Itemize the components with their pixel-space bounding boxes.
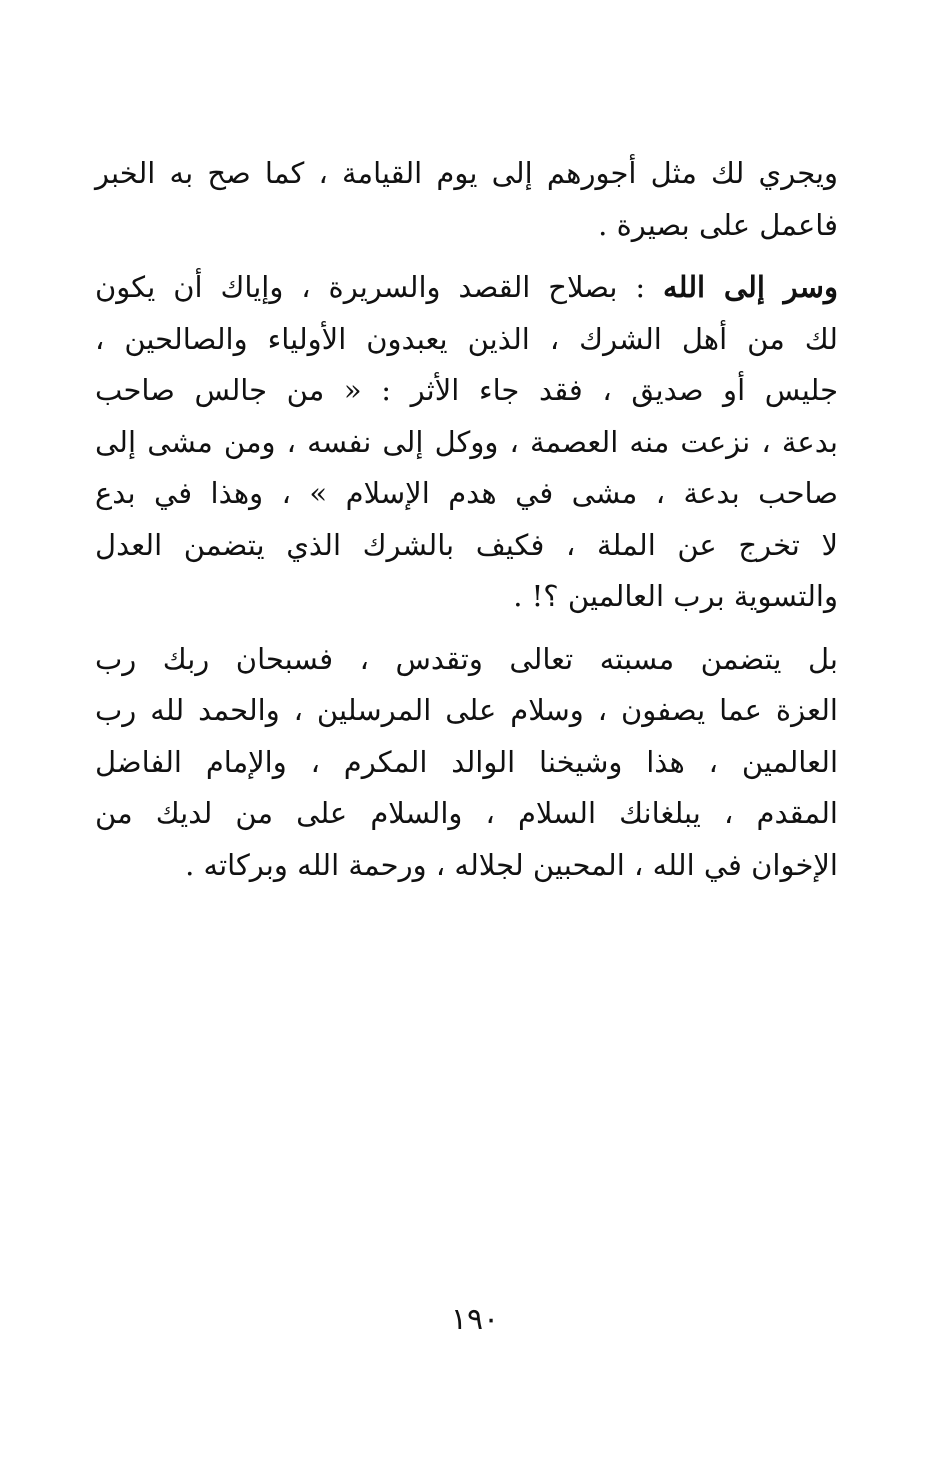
text-line: بدعة ، نزعت منه العصمة ، ووكل إلى نفسه ، ومن مشى إلى: [95, 424, 838, 459]
text-line: العزة عما يصفون ، وسلام على المرسلين ، والحمد لله رب: [95, 693, 838, 727]
paragraph-1: [95, 148, 838, 251]
bold-lead-phrase: وسر إلى الله: [663, 270, 838, 304]
text-line-with-lead: [95, 262, 838, 314]
text-line: الإخوان في الله ، المحبين لجلاله ، ورحمة الله وبركاته .: [185, 847, 838, 882]
text-line: بل يتضمن مسبته تعالى وتقدس ، فسبحان ربك رب: [95, 641, 838, 676]
text-line: لا تخرج عن الملة ، فكيف بالشرك الذي يتضمن العدل: [95, 527, 838, 562]
text-line: ويجري لك مثل أجورهم إلى يوم القيامة ، كما صح به الخبر: [95, 156, 838, 190]
text-line: والتسوية برب العالمين ؟! .: [513, 579, 838, 613]
paragraph-2: [95, 262, 838, 623]
text-line: جليس أو صديق ، فقد جاء الأثر : « من جالس صاحب: [95, 373, 838, 407]
text-line: فاعمل على بصيرة .: [598, 207, 838, 242]
page-number: ١٩٠: [450, 1302, 500, 1337]
text-line-rest: : بصلاح القصد والسريرة ، وإياك أن يكون: [95, 270, 664, 304]
text-line: لك من أهل الشرك ، الذين يعبدون الأولياء والصالحين ،: [95, 321, 838, 356]
page-body: [95, 148, 838, 891]
text-line: المقدم ، يبلغانك السلام ، والسلام على من لديك من: [95, 796, 838, 830]
text-line: صاحب بدعة ، مشى في هدم الإسلام » ، وهذا في بدع: [95, 476, 838, 510]
paragraph-3: [95, 634, 838, 892]
text-line: العالمين ، هذا وشيخنا الوالد المكرم ، والإمام الفاضل: [95, 744, 838, 779]
